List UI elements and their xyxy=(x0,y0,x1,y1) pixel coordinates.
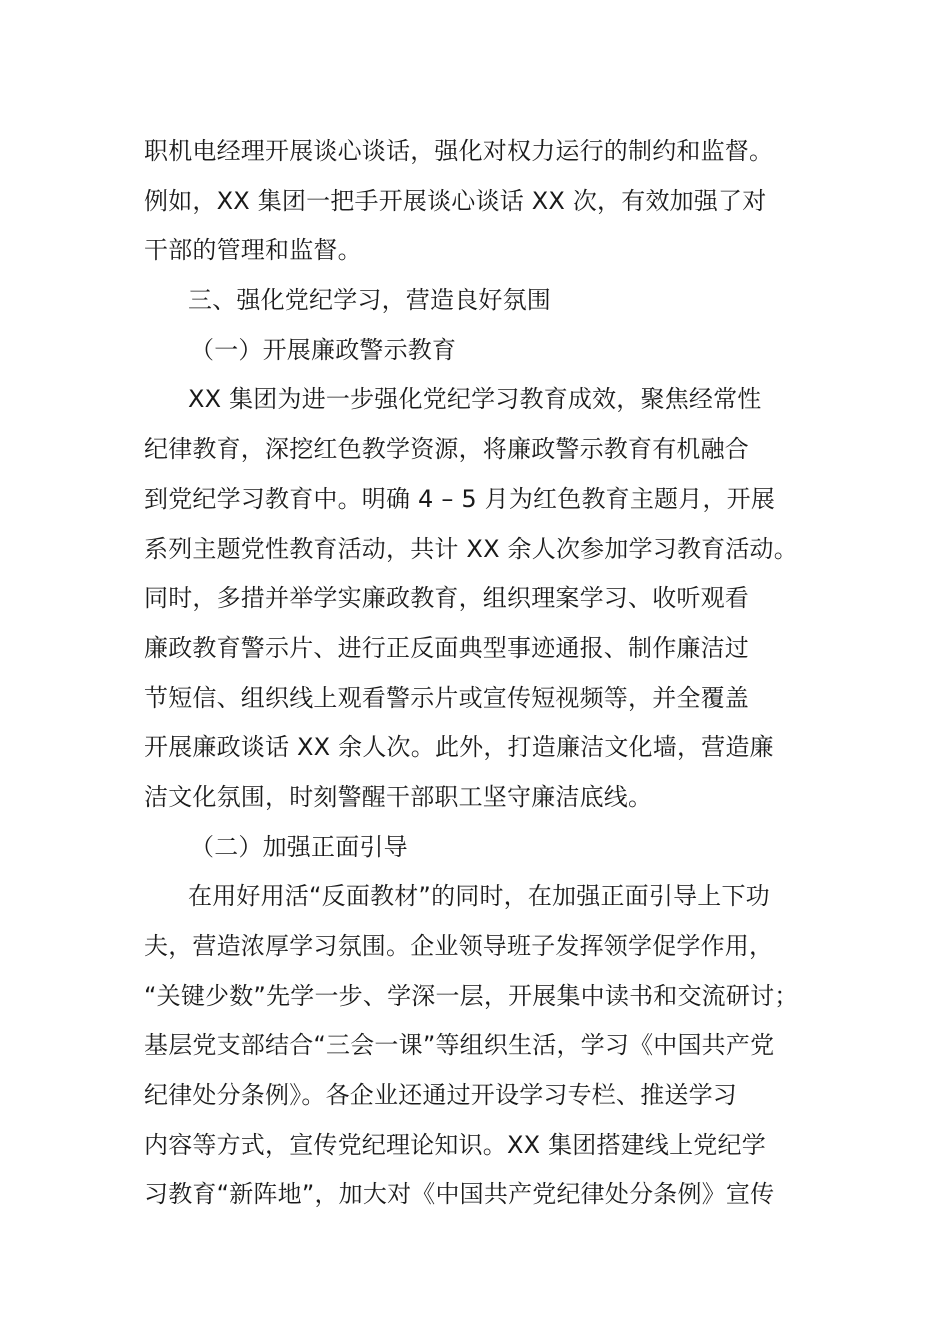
body-text-line: “关键少数”先学一步、学深一层，开展集中读书和交流研讨； xyxy=(144,981,799,1010)
body-text-line: 开展廉政谈话 XX 余人次。此外，打造廉洁文化墙，营造廉 xyxy=(144,733,774,762)
body-text-line: 节短信、组织线上观看警示片或宣传短视频等，并全覆盖 xyxy=(144,683,749,712)
body-text-line: 职机电经理开展谈心谈话，强化对权力运行的制约和监督。 xyxy=(144,137,774,165)
body-text-line: 同时，多措并举学实廉政教育，组织理案学习、收听观看 xyxy=(144,584,749,613)
body-text-line: 系列主题党性教育活动，共计 XX 余人次参加学习教育活动。 xyxy=(144,534,798,563)
body-text-line: 纪律处分条例》。各企业还通过开设学习专栏、推送学习 xyxy=(144,1081,737,1110)
document-body xyxy=(144,127,834,1220)
body-text-line: 洁文化氛围，时刻警醒干部职工坚守廉洁底线。 xyxy=(144,782,653,811)
body-text-line: 夫，营造浓厚学习氛围。企业领导班子发挥领学促学作用， xyxy=(144,932,774,960)
body-text-line: 廉政教育警示片、进行正反面典型事迹通报、制作廉洁过 xyxy=(144,633,749,662)
body-text-line: 干部的管理和监督。 xyxy=(144,236,362,265)
subsection-heading: （一）开展廉政警示教育 xyxy=(190,335,457,364)
body-text-line: 到党纪学习教育中。明确 4 – 5 月为红色教育主题月，开展 xyxy=(144,484,776,513)
subsection-heading: （二）加强正面引导 xyxy=(190,832,408,861)
body-text-line: 在用好用活“反面教材”的同时，在加强正面引导上下功 xyxy=(188,882,770,911)
body-text-line: 内容等方式，宣传党纪理论知识。XX 集团搭建线上党纪学 xyxy=(144,1130,766,1159)
body-text-line: 基层党支部结合“三会一课”等组织生活，学习《中国共产党 xyxy=(144,1031,775,1060)
body-text-line: XX 集团为进一步强化党纪学习教育成效，聚焦经常性 xyxy=(188,385,762,414)
body-text-line: 习教育“新阵地”，加大对《中国共产党纪律处分条例》宣传 xyxy=(144,1180,775,1209)
body-text-line: 例如，XX 集团一把手开展谈心谈话 XX 次，有效加强了对 xyxy=(144,186,767,215)
section-heading: 三、强化党纪学习，营造良好氛围 xyxy=(188,286,551,315)
body-text-line: 纪律教育，深挖红色教学资源，将廉政警示教育有机融合 xyxy=(144,435,749,464)
